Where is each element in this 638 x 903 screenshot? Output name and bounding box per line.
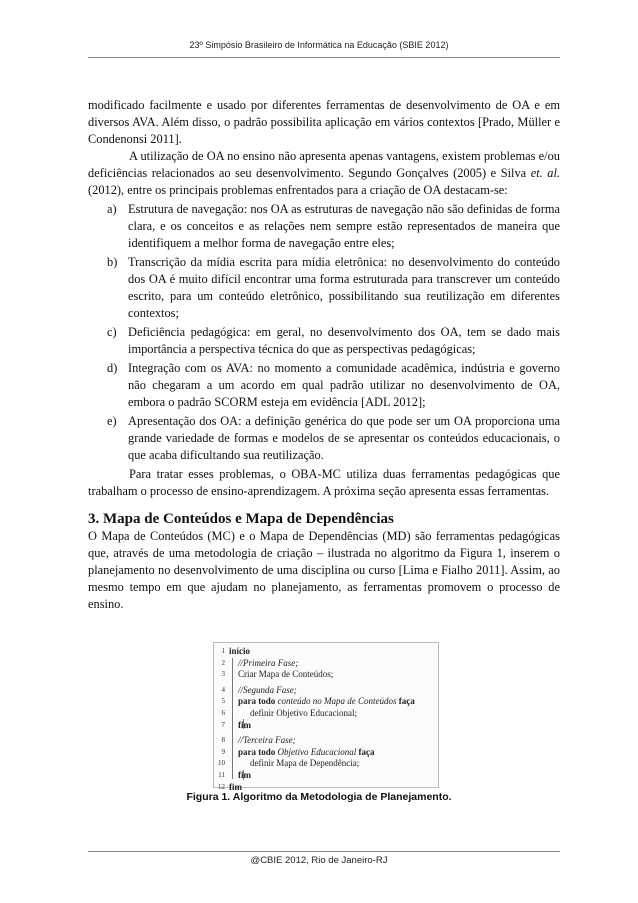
- list-item: [88, 413, 560, 464]
- paragraph-3: Para tratar esses problemas, o OBA-MC utiliza duas ferramentas pedagógicas que trabalham o processo de ensino-aprendizagem. A próxima seção apresenta essas ferramentas.: [88, 467, 560, 498]
- list-marker: a): [107, 202, 117, 216]
- algo-keyword: para todo: [238, 696, 276, 707]
- algo-keyword: para todo: [238, 746, 276, 757]
- algo-line-10: [214, 758, 438, 770]
- algo-line-2: [214, 658, 438, 670]
- algo-keyword: fim: [238, 719, 251, 730]
- algo-line-1: [214, 646, 438, 658]
- algorithm-figure: [213, 642, 439, 792]
- algo-comment: //Segunda Fase;: [238, 684, 297, 695]
- line-number: 3: [221, 670, 225, 679]
- algo-comment: //Primeira Fase;: [238, 657, 299, 668]
- list-marker: c): [107, 325, 117, 339]
- list-item-text: Integração com os AVA: no momento a comunidade acadêmica, indústria e governo não chegaram a um acordo em qual padrão utilizar no desenvolvimento de OA, embora o padrão SCORM esteja em evidência [ADL 2012];: [128, 361, 560, 409]
- block-bar-inner-2: [243, 770, 244, 780]
- section-heading: 3. Mapa de Conteúdos e Mapa de Dependências: [88, 511, 394, 527]
- algo-expression: conteúdo no Mapa de Conteúdos: [275, 696, 399, 707]
- list-item: [88, 324, 560, 358]
- algo-keyword: faça: [358, 746, 375, 757]
- algo-statement: definir Mapa de Dependência;: [250, 758, 360, 769]
- page-body: [88, 97, 560, 613]
- paragraph-2-text-end: (2012), entre os principais problemas enfrentados para a criação de OA destacam-se:: [88, 183, 508, 197]
- list-item: [88, 360, 560, 411]
- paragraph-2: [88, 148, 560, 199]
- algo-statement: definir Objetivo Educacional;: [250, 707, 357, 718]
- line-number: 8: [221, 736, 225, 745]
- algo-line-3: [214, 669, 438, 681]
- algo-keyword: início: [229, 646, 251, 656]
- problems-list: [88, 201, 560, 464]
- line-number: 9: [221, 747, 225, 756]
- algo-keyword: faça: [398, 696, 415, 707]
- list-marker: d): [107, 361, 118, 375]
- algo-statement: Criar Mapa de Conteúdos;: [238, 669, 334, 680]
- list-marker: b): [107, 255, 118, 269]
- paragraph-1: modificado facilmente e usado por diferentes ferramentas de desenvolvimento de OA e em diversos AVA. Além disso, o padrão possibilita aplicação em vários contextos [Prado, Müller e Condenonsi 2011].: [88, 98, 560, 146]
- algo-comment: //Terceira Fase;: [238, 735, 296, 746]
- algo-keyword: fim: [229, 781, 242, 792]
- algo-line-7: [214, 720, 438, 732]
- list-item-text: Deficiência pedagógica: em geral, no desenvolvimento dos OA, tem se dado mais importância a perspectiva técnica do que as perspectivas pedagógicas;: [128, 325, 560, 356]
- paragraph-4: O Mapa de Conteúdos (MC) e o Mapa de Dependências (MD) são ferramentas pedagógicas que, através de uma metodologia de criação – ilustrada no algoritmo da Figura 1, inserem o planejamento no desenvolvimento de uma disciplina ou curso [Lima e Fialho 2011]. Assim, ao mesmo tempo em que ajudam no planejamento, as ferramentas promovem o processo de ensino.: [88, 529, 560, 611]
- list-item: [88, 254, 560, 322]
- algo-line-5: [214, 696, 438, 708]
- line-number: 7: [221, 720, 225, 729]
- paragraph-2-text: A utilização de OA no ensino não apresenta apenas vantagens, existem problemas e/ou deficiências relacionados ao seu desenvolvimento. Segundo Gonçalves (2005) e Silva: [88, 149, 560, 180]
- line-number: 5: [221, 697, 225, 706]
- algo-line-11: [214, 770, 438, 782]
- running-footer: @CBIE 2012, Rio de Janeiro-RJ: [250, 855, 388, 866]
- algo-line-4: [214, 685, 438, 697]
- line-number: 6: [221, 708, 225, 717]
- list-marker: e): [107, 414, 117, 428]
- line-number: 12: [218, 782, 225, 791]
- algo-keyword: fim: [238, 769, 251, 780]
- block-bar-outer: [232, 658, 233, 779]
- figure-caption: Figura 1. Algoritmo da Metodologia de Planejamento.: [186, 791, 452, 803]
- line-number: 11: [218, 770, 225, 779]
- line-number: 10: [218, 759, 225, 768]
- list-item: [88, 201, 560, 252]
- list-item-text: Estrutura de navegação: nos OA as estruturas de navegação não são definidas de forma clara, e os conceitos e as relações nem sempre estão representados de maneira que identifiquem a melhor forma de navegação entre eles;: [128, 202, 560, 250]
- line-number: 1: [221, 647, 225, 655]
- list-item-text: Apresentação dos OA: a definição genérica do que pode ser um OA proporciona uma grande variedade de formas e modelos de se apresentar os conteúdos educacionais, o que acaba dificultando sua reutilização.: [128, 414, 560, 462]
- block-bar-inner-1: [243, 719, 244, 729]
- line-number: 2: [221, 658, 225, 667]
- algo-line-6: [214, 708, 438, 720]
- line-number: 4: [221, 685, 225, 694]
- et-al-italic: et. al.: [530, 166, 561, 180]
- footer-rule: [88, 851, 560, 852]
- algo-line-8: [214, 735, 438, 747]
- header-rule: [88, 57, 560, 58]
- algo-expression: Objetivo Educacional: [275, 746, 359, 757]
- running-header: 23º Simpósio Brasileiro de Informática na Educação (SBIE 2012): [189, 40, 449, 50]
- algo-line-9: [214, 747, 438, 759]
- list-item-text: Transcrição da mídia escrita para mídia eletrônica: no desenvolvimento do conteúdo dos OA é muito difícil encontrar uma forma estruturada para transcrever um conteúdo escrito, para um conteúdo eletrônico, possibilitando sua reutilização em diferentes contextos;: [128, 255, 560, 320]
